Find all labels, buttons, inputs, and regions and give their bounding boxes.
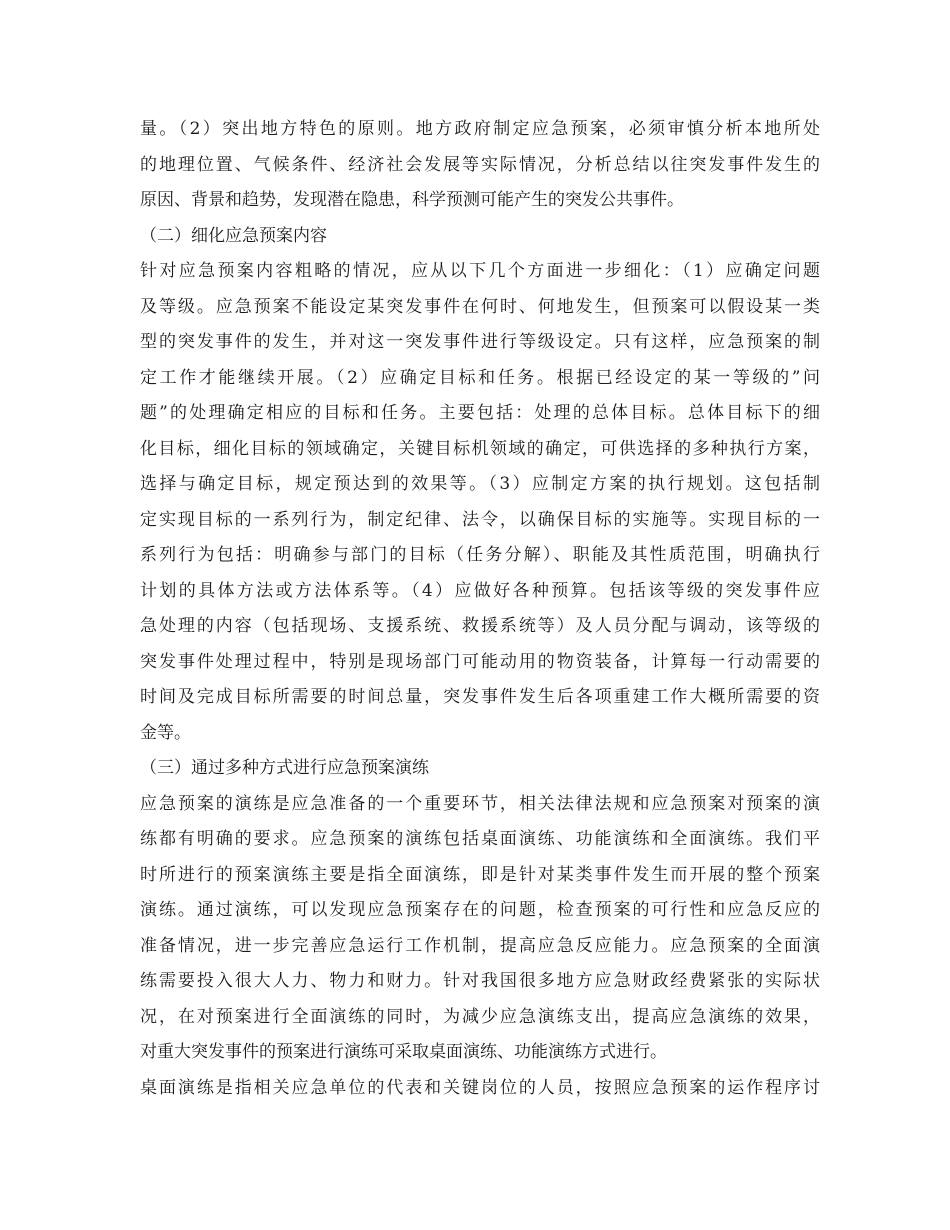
text-line: 型的突发事件的发生，并对这一突发事件进行等级设定。只有这样，应急预案的制 — [140, 332, 820, 352]
text-line: 时间及完成目标所需要的时间总量，突发事件发生后各项重建工作大概所需要的资 — [140, 687, 820, 707]
text-line: 对重大突发事件的预案进行演练可采取桌面演练、功能演练方式进行。 — [140, 1042, 667, 1062]
text-line: 量。（2）突出地方特色的原则。地方政府制定应急预案，必须审慎分析本地所处 — [140, 119, 820, 139]
document-body — [140, 112, 820, 1106]
paragraph-refine-content — [140, 254, 820, 751]
text-line: 原因、背景和趋势，发现潜在隐患，科学预测可能产生的突发公共事件。 — [140, 190, 684, 210]
text-line: 针对应急预案内容粗略的情况，应从以下几个方面进一步细化：（1）应确定问题 — [140, 261, 820, 281]
paragraph-drills — [140, 787, 820, 1071]
text-line: 急处理的内容（包括现场、支援系统、救援系统等）及人员分配与调动，该等级的 — [140, 616, 820, 636]
text-line: 计划的具体方法或方法体系等。（4）应做好各种预算。包括该等级的突发事件应 — [140, 580, 820, 601]
text-line: 定实现目标的一系列行为，制定纪律、法令，以确保目标的实施等。实现目标的一 — [140, 509, 820, 530]
text-line: 选择与确定目标，规定预达到的效果等。（3）应制定方案的执行规划。这包括制 — [140, 474, 820, 494]
text-line: 应急预案的演练是应急准备的一个重要环节，相关法律法规和应急预案对预案的演 — [140, 793, 820, 814]
text-line: 桌面演练是指相关应急单位的代表和关键岗位的人员，按照应急预案的运作程序讨 — [140, 1077, 820, 1098]
text-line: 练需要投入很大人力、物力和财力。针对我国很多地方应急财政经费紧张的实际状 — [140, 971, 820, 991]
text-line: 练都有明确的要求。应急预案的演练包括桌面演练、功能演练和全面演练。我们平 — [140, 829, 820, 849]
text-line: 系列行为包括：明确参与部门的目标（任务分解）、职能及其性质范围，明确执行 — [140, 545, 820, 565]
text-line: 演练。通过演练，可以发现应急预案存在的问题，检查预案的可行性和应急反应的 — [140, 900, 820, 920]
text-line: 金等。 — [140, 722, 191, 743]
paragraph-principles-continued — [140, 112, 820, 219]
text-line: 时所进行的预案演练主要是指全面演练，即是针对某类事件发生而开展的整个预案 — [140, 864, 820, 885]
text-line: 化目标，细化目标的领域确定，关键目标机领域的确定，可供选择的多种执行方案， — [140, 438, 820, 459]
text-line: 题”的处理确定相应的目标和任务。主要包括：处理的总体目标。总体目标下的细 — [140, 403, 820, 423]
text-line: 准备情况，进一步完善应急运行工作机制，提高应急反应能力。应急预案的全面演 — [140, 935, 820, 956]
text-line: 的地理位置、气候条件、经济社会发展等实际情况，分析总结以往突发事件发生的 — [140, 154, 820, 175]
section-heading-refine-content: （二）细化应急预案内容 — [140, 225, 327, 246]
text-line: 定工作才能继续开展。（2）应确定目标和任务。根据已经设定的某一等级的”问 — [140, 367, 820, 388]
text-line: 突发事件处理过程中，特别是现场部门可能动用的物资装备，计算每一行动需要的 — [140, 651, 820, 672]
section-heading-drills: （三）通过多种方式进行应急预案演练 — [140, 758, 429, 778]
text-line: 及等级。应急预案不能设定某突发事件在何时、何地发生，但预案可以假设某一类 — [140, 296, 820, 317]
text-line: 况，在对预案进行全面演练的同时，为减少应急演练支出，提高应急演练的效果， — [140, 1006, 820, 1027]
paragraph-tabletop-drill — [140, 1071, 820, 1107]
